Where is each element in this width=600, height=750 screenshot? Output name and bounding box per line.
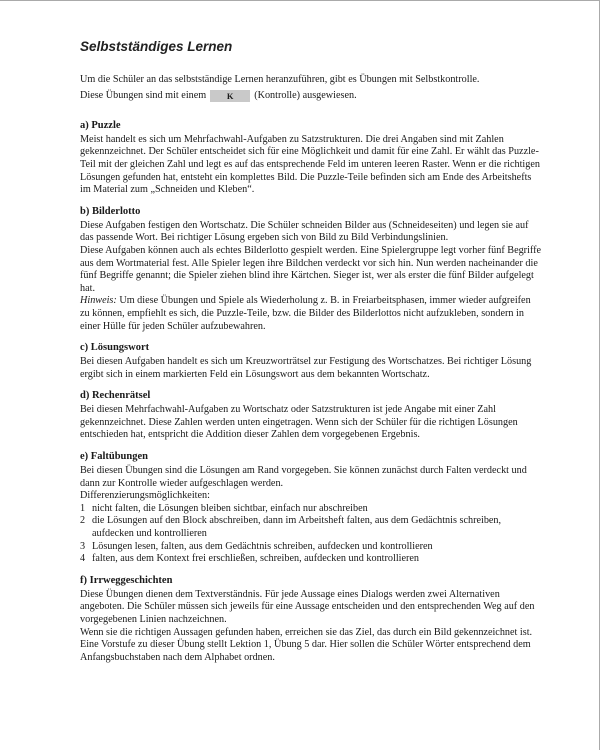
section-heading: c) Lösungswort bbox=[80, 342, 150, 354]
section-text: Bei diesen Mehrfachwahl-Aufgaben zu Wortschatz oder Satzstrukturen ist jede Angabe mit einer Zahl gekennzeichnet. Diese Zahlen werden unten eingetragen. Wenn sich der Schüler für die richtigen Lösungen entschieden hat, entspricht die Addition dieser Zahlen dem vorgegebenen Ergebnis. bbox=[80, 404, 518, 441]
section-heading: e) Faltübungen bbox=[80, 451, 148, 463]
section-text: Bei diesen Aufgaben handelt es sich um Kreuzworträtsel zur Festigung des Wortschatzes. Bei richtiger Lösung ergibt sich in einem markierten Feld ein Lösungswort aus dem bekannten Wortschatz. bbox=[80, 356, 532, 380]
section-puzzle bbox=[80, 119, 542, 197]
section-faltuebungen bbox=[80, 450, 542, 566]
list-item-number: 3 bbox=[80, 540, 86, 552]
list-item-number: 2 bbox=[80, 515, 86, 527]
intro-line-2 bbox=[80, 90, 542, 103]
section-bilderlotto bbox=[80, 205, 542, 333]
list-item-text: falten, aus dem Kontext frei erschließen, schreiben, aufdecken und kontrollieren bbox=[92, 553, 420, 565]
k-badge: K bbox=[210, 90, 250, 102]
list-item-text: die Lösungen auf den Block abschreiben, dann im Arbeitsheft falten, aus dem Gedächtnis schreiben, aufdecken und kontrollieren bbox=[92, 515, 502, 540]
document-content bbox=[80, 31, 542, 672]
intro-line-2-after: (Kontrolle) ausgewiesen. bbox=[254, 90, 357, 102]
hint-label: Hinweis: bbox=[80, 295, 117, 307]
section-text: Diese Aufgaben können auch als echtes Bilderlotto gespielt werden. Eine Spielergruppe legt vorher fünf Begriffe aus dem Wortmaterial fest. Alle Spieler legen ihre Bildchen verdeckt vor sich hin. Nun werden nacheinander die fünf Begriffe genannt; die Spieler ziehen blind ihre Kärtchen. Sieger ist, wer als erster die fünf Bilder aufgelegt hat. bbox=[80, 244, 542, 294]
hint-paragraph bbox=[80, 295, 542, 333]
hint-text: Um diese Übungen und Spiele als Wiederholung z. B. in Freiarbeitsphasen, immer wieder aufgreifen zu können, empfiehlt es sich, die Puzzle-Teile, bzw. die Bilder des Bilderlottos nicht aufzukleben, sondern in einer Hülle für jeden Schüler aufzubewahren. bbox=[80, 295, 531, 332]
section-loesungswort bbox=[80, 341, 542, 381]
section-heading: f) Irrweggeschichten bbox=[80, 574, 173, 586]
section-text: Wenn sie die richtigen Aussagen gefunden haben, erreichen sie das Ziel, das durch ein Bild gekennzeichnet ist. Eine Vorstufe zu dieser Übung stellt Lektion 1, Übung 5 dar. Hier sollen die Schüler Wörter entsprechend dem Anfangsbuchstaben nach dem Alphabet ordnen. bbox=[80, 626, 533, 663]
section-text: Meist handelt es sich um Mehrfachwahl-Aufgaben zu Satzstrukturen. Die drei Angaben sind mit Zahlen gekennzeichnet. Der Schüler entscheidet sich für eine Möglichkeit und damit für eine Zahl. Er wählt das Puzzle-Teil mit der gleichen Zahl und legt es auf das entsprechende Feld im unteren leeren Raster. Wenn er die richtigen Lösungen gefunden hat, entsteht ein komplettes Bild. Die Puzzle-Teile befinden sich am Ende des Arbeitshefts im Material zum „Schneiden und Kleben“. bbox=[80, 133, 540, 196]
section-text: Bei diesen Übungen sind die Lösungen am Rand vorgegeben. Sie können zunächst durch Falten verdeckt und dann zur Kontrolle wieder aufgeschlagen werden. bbox=[80, 465, 527, 489]
page-title: Selbstständiges Lernen bbox=[80, 39, 233, 54]
differentiation-list bbox=[80, 503, 542, 566]
list-item-text: Lösungen lesen, falten, aus dem Gedächtnis schreiben, aufdecken und kontrollieren bbox=[92, 540, 433, 552]
section-heading: b) Bilderlotto bbox=[80, 205, 141, 217]
intro-line-1: Um die Schüler an das selbstständige Lernen heranzuführen, gibt es Übungen mit Selbstkontrolle. bbox=[80, 73, 480, 85]
list-item-text: nicht falten, die Lösungen bleiben sichtbar, einfach nur abschreiben bbox=[92, 502, 368, 514]
section-text: Diese Aufgaben festigen den Wortschatz. Die Schüler schneiden Bilder aus (Schneideseiten) und legen sie auf das passende Wort. Bei richtiger Lösung ergeben sich von Bild zu Bild Verbindungslinien. bbox=[80, 219, 529, 244]
list-item bbox=[80, 553, 542, 566]
section-text: Differenzierungsmöglichkeiten: bbox=[80, 490, 210, 502]
list-item-number: 4 bbox=[80, 553, 86, 565]
section-heading: a) Puzzle bbox=[80, 119, 121, 131]
section-heading: d) Rechenrätsel bbox=[80, 390, 151, 402]
section-rechenraetsel bbox=[80, 389, 542, 442]
list-item bbox=[80, 503, 542, 516]
section-irrweggeschichten bbox=[80, 574, 542, 665]
intro-line-2-before: Diese Übungen sind mit einem bbox=[80, 90, 207, 102]
list-item bbox=[80, 515, 542, 540]
list-item-number: 1 bbox=[80, 502, 86, 514]
section-text: Diese Übungen dienen dem Textverständnis. Für jede Aussage eines Dialogs werden zwei Alternativen angeboten. Die Schüler müssen sich jeweils für eine Aussage entscheiden und den entsprechenden Weg auf den vorgegebenen Linien nachzeichnen. bbox=[80, 588, 535, 625]
list-item bbox=[80, 541, 542, 554]
